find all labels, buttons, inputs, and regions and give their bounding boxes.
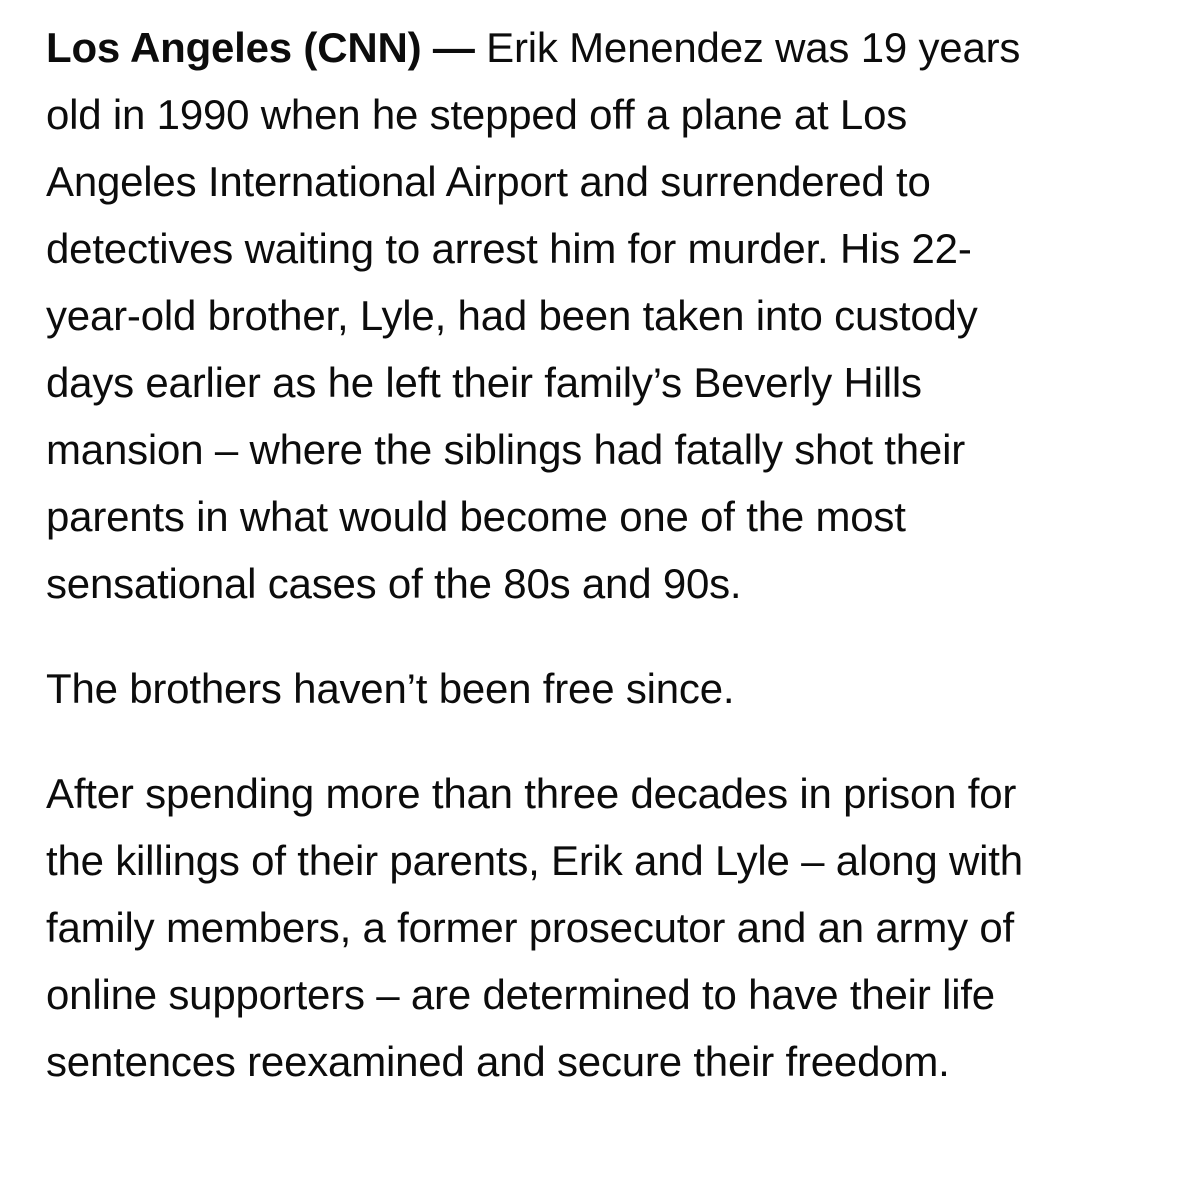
paragraph-line: Angeles International Airport and surrendered to bbox=[46, 158, 931, 205]
paragraph-line: sensational cases of the 80s and 90s. bbox=[46, 560, 742, 607]
article-paragraph-2 bbox=[46, 655, 1160, 722]
dateline: Los Angeles (CNN) — bbox=[46, 24, 475, 71]
paragraph-line: The brothers haven’t been free since. bbox=[46, 665, 735, 712]
paragraph-line: mansion – where the siblings had fatally shot their bbox=[46, 426, 965, 473]
paragraph-line: family members, a former prosecutor and an army of bbox=[46, 904, 1015, 951]
paragraph-line: sentences reexamined and secure their freedom. bbox=[46, 1038, 950, 1085]
article-paragraph-3 bbox=[46, 760, 1160, 1095]
article-paragraph-1 bbox=[46, 14, 1160, 617]
paragraph-line: After spending more than three decades in prison for bbox=[46, 770, 1017, 817]
paragraph-line: year-old brother, Lyle, had been taken into custody bbox=[46, 292, 978, 339]
paragraph-line: the killings of their parents, Erik and Lyle – along with bbox=[46, 837, 1023, 884]
paragraph-line: old in 1990 when he stepped off a plane at Los bbox=[46, 91, 908, 138]
paragraph-line: detectives waiting to arrest him for murder. His 22- bbox=[46, 225, 972, 272]
paragraph-line: parents in what would become one of the most bbox=[46, 493, 906, 540]
paragraph-line: online supporters – are determined to have their life bbox=[46, 971, 995, 1018]
paragraph-line bbox=[46, 14, 1160, 81]
paragraph-line: days earlier as he left their family’s Beverly Hills bbox=[46, 359, 922, 406]
paragraph-text: Erik Menendez was 19 years bbox=[474, 24, 1021, 71]
